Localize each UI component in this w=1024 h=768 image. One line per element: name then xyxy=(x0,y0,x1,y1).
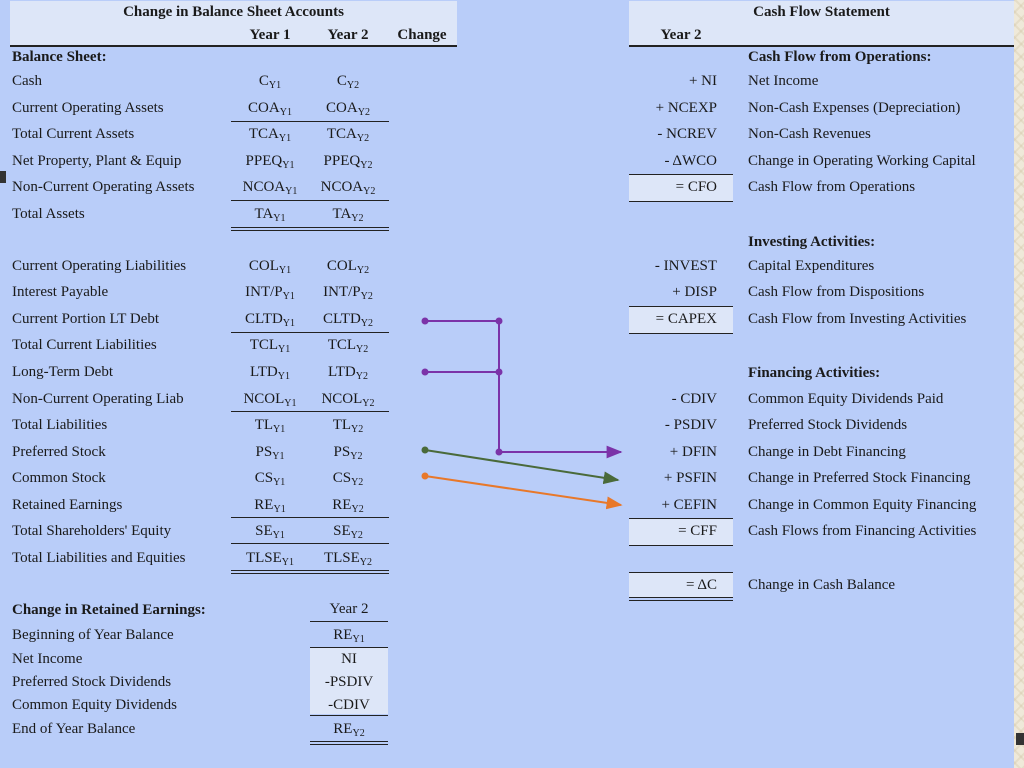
bs-row-label: Current Operating Assets xyxy=(12,100,164,116)
ops-row-code: + NI xyxy=(688,73,717,89)
re-row-value: NI xyxy=(341,651,357,667)
bs-row-label: Total Current Assets xyxy=(12,126,135,142)
fin-row-label: Change in Preferred Stock Financing xyxy=(748,470,971,486)
inv-row-code: = CAPEX xyxy=(655,311,717,327)
bs-row-label: Total Assets xyxy=(12,206,85,222)
ops-row-label: Net Income xyxy=(748,73,819,89)
re-heading: Change in Retained Earnings: xyxy=(12,602,206,618)
bs-year2-cell: $LTD_{Y2}$ xyxy=(327,364,368,382)
bs-row-label: Non-Current Operating Liab xyxy=(12,391,184,407)
left-title: Change in Balance Sheet Accounts xyxy=(10,1,457,23)
bs-year2-cell: $RE_{Y2}$ xyxy=(332,497,364,515)
bs-year2-cell: $TLSE_{Y2}$ xyxy=(323,550,373,568)
re-row-label: End of Year Balance xyxy=(12,721,136,737)
bs-row-label: Non-Current Operating Assets xyxy=(12,179,195,195)
bs-year1-cell: $SE_{Y1}$ xyxy=(255,523,285,541)
bs-year1-cell: $NCOA_{Y1}$ xyxy=(242,179,298,197)
re-row-label: Common Equity Dividends xyxy=(12,697,177,713)
right-col-year2-header: Year 2 xyxy=(660,27,702,43)
bs-year2-cell: $NCOA_{Y2}$ xyxy=(320,179,376,197)
bs-row-label: Current Portion LT Debt xyxy=(12,311,160,327)
ops-row-code: = CFO xyxy=(675,179,717,195)
left-edge-mark xyxy=(0,171,6,183)
fin-row-label: Preferred Stock Dividends xyxy=(748,417,908,433)
re-row-value: $RE_{Y2}$ xyxy=(333,721,365,739)
ops-row-code: + NCEXP xyxy=(655,100,717,116)
bs-year1-cell: $PS_{Y1}$ xyxy=(255,444,285,462)
ops-row-label: Change in Operating Working Capital xyxy=(748,153,976,169)
re-row-value: -PSDIV xyxy=(324,674,374,690)
ops-row-code: - NCREV xyxy=(657,126,717,142)
bs-year1-cell: $TA_{Y1}$ xyxy=(254,206,286,224)
bs-year1-cell: INT/$P_{Y1}$ xyxy=(245,284,295,302)
bs-year1-cell: $CLTD_{Y1}$ xyxy=(244,311,296,329)
fin-row-label: Cash Flows from Financing Activities xyxy=(748,523,977,539)
bs-row-label: Total Shareholders' Equity xyxy=(12,523,172,539)
bs-row-label: Common Stock xyxy=(12,470,106,486)
debt-connector-dots xyxy=(422,318,503,456)
re-row-label: Preferred Stock Dividends xyxy=(12,674,172,690)
bs-row-label: Total Liabilities and Equities xyxy=(12,550,186,566)
common-stock-dot xyxy=(422,473,429,480)
bs-year1-cell: $RE_{Y1}$ xyxy=(254,497,286,515)
common-stock-arrow xyxy=(425,476,621,505)
fin-heading: Financing Activities: xyxy=(748,365,881,381)
bs-year1-cell: $COL_{Y1}$ xyxy=(248,258,292,276)
bs-year2-cell: $CLTD_{Y2}$ xyxy=(322,311,374,329)
bs-year1-cell: $TL_{Y1}$ xyxy=(254,417,286,435)
bs-year2-cell: $NCOL_{Y2}$ xyxy=(321,391,375,409)
balance-sheet-heading: Balance Sheet: xyxy=(12,49,107,65)
bs-year1-cell: $COA_{Y1}$ xyxy=(248,100,292,118)
bs-year2-cell: $COA_{Y2}$ xyxy=(326,100,370,118)
ops-heading: Cash Flow from Operations: xyxy=(748,49,932,65)
re-col-header: Year 2 xyxy=(329,601,369,617)
ops-row-label: Non-Cash Revenues xyxy=(748,126,871,142)
inv-row-code: + DISP xyxy=(672,284,717,300)
re-row-label: Net Income xyxy=(12,651,83,667)
col-year1-header: Year 1 xyxy=(249,27,291,43)
bs-year2-cell: INT/$P_{Y2}$ xyxy=(323,284,373,302)
bs-year2-cell: $TCL_{Y2}$ xyxy=(327,337,369,355)
fin-row-code: - PSDIV xyxy=(664,417,717,433)
bs-year2-cell: $C_{Y2}$ xyxy=(336,73,360,91)
fin-row-code: + PSFIN xyxy=(663,470,717,486)
inv-row-label: Capital Expenditures xyxy=(748,258,875,274)
bs-row-label: Net Property, Plant & Equip xyxy=(12,153,182,169)
bs-year1-cell: $TCL_{Y1}$ xyxy=(249,337,291,355)
bs-year2-cell: $TL_{Y2}$ xyxy=(332,417,364,435)
inv-row-code: - INVEST xyxy=(654,258,717,274)
fin-row-label: Common Equity Dividends Paid xyxy=(748,391,944,407)
debt-financing-connector xyxy=(425,321,621,452)
bs-year1-cell: $CS_{Y1}$ xyxy=(254,470,286,488)
bs-row-label: Total Liabilities xyxy=(12,417,108,433)
fin-row-code: + DFIN xyxy=(669,444,717,460)
col-change-header: Change xyxy=(397,27,447,43)
bs-year2-cell: $TA_{Y2}$ xyxy=(332,206,364,224)
bs-year2-cell: $CS_{Y2}$ xyxy=(332,470,364,488)
re-row-label: Beginning of Year Balance xyxy=(12,627,174,643)
bs-year1-cell: $TLSE_{Y1}$ xyxy=(245,550,295,568)
re-row-value: $RE_{Y1}$ xyxy=(333,627,365,645)
preferred-stock-arrow xyxy=(425,450,618,480)
bs-year2-cell: $PS_{Y2}$ xyxy=(333,444,363,462)
bs-year2-cell: $SE_{Y2}$ xyxy=(333,523,363,541)
bs-year2-cell: $COL_{Y2}$ xyxy=(326,258,370,276)
bs-row-label: Cash xyxy=(12,73,42,89)
bs-row-label: Retained Earnings xyxy=(12,497,123,513)
bs-row-label: Preferred Stock xyxy=(12,444,106,460)
fin-row-code: = CFF xyxy=(678,523,717,539)
bs-year2-cell: $PPEQ_{Y2}$ xyxy=(323,153,373,171)
inv-row-label: Cash Flow from Investing Activities xyxy=(748,311,967,327)
bs-row-label: Interest Payable xyxy=(12,284,109,300)
fin-row-label: Change in Debt Financing xyxy=(748,444,906,460)
bs-row-label: Total Current Liabilities xyxy=(12,337,157,353)
bs-year1-cell: $TCA_{Y1}$ xyxy=(248,126,292,144)
preferred-stock-dot xyxy=(422,447,429,454)
ops-row-label: Cash Flow from Operations xyxy=(748,179,916,195)
ops-row-code: - ΔWCO xyxy=(664,153,717,169)
fin-row-code: - CDIV xyxy=(671,391,717,407)
bs-year1-cell: $C_{Y1}$ xyxy=(258,73,282,91)
bs-row-label: Current Operating Liabilities xyxy=(12,258,187,274)
bs-year2-cell: $TCA_{Y2}$ xyxy=(326,126,370,144)
right-title: Cash Flow Statement xyxy=(629,1,1014,23)
bs-row-label: Long-Term Debt xyxy=(12,364,114,380)
right-edge-mark xyxy=(1016,733,1024,745)
bs-year1-cell: $PPEQ_{Y1}$ xyxy=(245,153,295,171)
fin-row-code: + CEFIN xyxy=(661,497,717,513)
bs-year1-cell: $LTD_{Y1}$ xyxy=(249,364,290,382)
re-row-value: -CDIV xyxy=(328,697,370,713)
ops-row-label: Non-Cash Expenses (Depreciation) xyxy=(748,100,961,116)
inv-row-label: Cash Flow from Dispositions xyxy=(748,284,925,300)
total-change-cash-code: = ΔC xyxy=(685,577,717,593)
bs-year1-cell: $NCOL_{Y1}$ xyxy=(243,391,297,409)
total-change-cash-label: Change in Cash Balance xyxy=(748,577,896,593)
inv-heading: Investing Activities: xyxy=(748,234,876,250)
fin-row-label: Change in Common Equity Financing xyxy=(748,497,977,513)
col-year2-header: Year 2 xyxy=(327,27,369,43)
